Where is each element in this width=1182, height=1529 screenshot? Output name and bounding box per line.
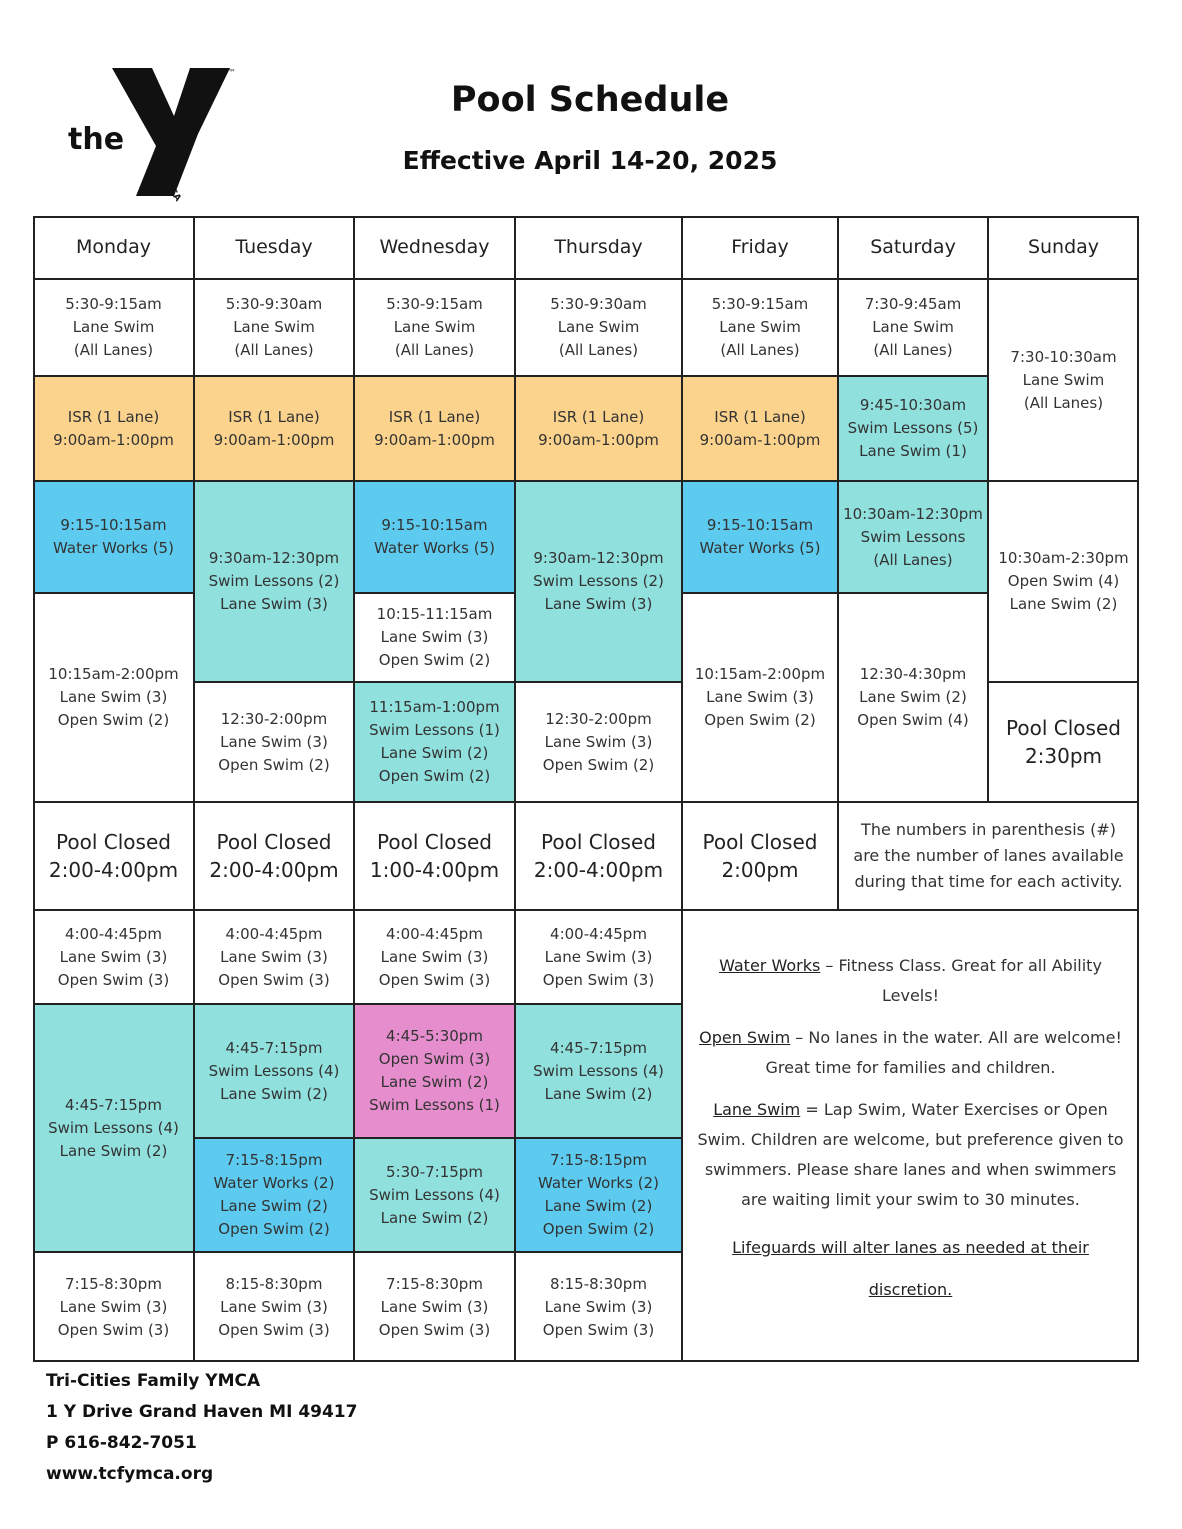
legend-lane-swim — [697, 1095, 1124, 1215]
schedule-cell: 10:30am-2:30pm Open Swim (4) Lane Swim (2) — [988, 481, 1139, 682]
schedule-cell: 9:15-10:15am Water Works (5) — [33, 481, 194, 593]
schedule-cell: 4:45-7:15pm Swim Lessons (4) Lane Swim (2) — [515, 1004, 682, 1138]
lane-swim-term: Lane Swim — [713, 1100, 801, 1119]
schedule-cell: 7:15-8:15pm Water Works (2) Lane Swim (2) Open Swim (2) — [515, 1138, 682, 1252]
schedule-cell: 4:45-5:30pm Open Swim (3) Lane Swim (2) Swim Lessons (1) — [354, 1004, 515, 1138]
schedule-cell: 10:30am-12:30pm Swim Lessons (All Lanes) — [838, 481, 988, 593]
schedule-cell: 5:30-9:15am Lane Swim (All Lanes) — [682, 279, 838, 376]
schedule-cell: 7:30-10:30am Lane Swim (All Lanes) — [988, 279, 1139, 481]
schedule-cell: 9:15-10:15am Water Works (5) — [354, 481, 515, 593]
schedule-cell: 8:15-8:30pm Lane Swim (3) Open Swim (3) — [194, 1252, 354, 1362]
schedule-cell: 4:00-4:45pm Lane Swim (3) Open Swim (3) — [33, 910, 194, 1004]
pool-closed-cell: Pool Closed 2:00-4:00pm — [194, 802, 354, 910]
ymca-logo — [66, 66, 241, 204]
legend-open-swim — [697, 1023, 1124, 1083]
lanes-note: The numbers in parenthesis (#) are the number of lanes available during that time for each activity. — [838, 802, 1139, 910]
schedule-cell: 4:00-4:45pm Lane Swim (3) Open Swim (3) — [354, 910, 515, 1004]
footer-name: Tri-Cities Family YMCA — [46, 1371, 261, 1391]
footer-contact — [46, 1366, 357, 1490]
schedule-cell: 4:45-7:15pm Swim Lessons (4) Lane Swim (2) — [194, 1004, 354, 1138]
schedule-cell: 5:30-9:15am Lane Swim (All Lanes) — [354, 279, 515, 376]
schedule-cell: 4:00-4:45pm Lane Swim (3) Open Swim (3) — [194, 910, 354, 1004]
schedule-cell: 4:00-4:45pm Lane Swim (3) Open Swim (3) — [515, 910, 682, 1004]
legend-lifeguards — [697, 1227, 1124, 1311]
schedule-cell: 12:30-4:30pm Lane Swim (2) Open Swim (4) — [838, 593, 988, 802]
schedule-cell: 7:15-8:30pm Lane Swim (3) Open Swim (3) — [354, 1252, 515, 1362]
schedule-cell: 12:30-2:00pm Lane Swim (3) Open Swim (2) — [515, 682, 682, 802]
logo-ymca-text: YMCA — [157, 174, 183, 204]
schedule-cell: 9:30am-12:30pm Swim Lessons (2) Lane Swim (3) — [194, 481, 354, 682]
schedule-cell: ISR (1 Lane) 9:00am-1:00pm — [682, 376, 838, 481]
schedule-cell: 7:30-9:45am Lane Swim (All Lanes) — [838, 279, 988, 376]
y-logo-icon — [112, 66, 230, 198]
schedule-cell: 7:15-8:15pm Water Works (2) Lane Swim (2) Open Swim (2) — [194, 1138, 354, 1252]
open-swim-desc: – No lanes in the water. All are welcome! Great time for families and children. — [765, 1028, 1122, 1077]
header-sunday: Sunday — [988, 216, 1139, 279]
lane-swim-desc: = Lap Swim, Water Exercises or Open Swim. Children are welcome, but preference given to swimmers. Please share lanes and when swimmers are waiting limit your swim to 30 minutes. — [697, 1100, 1124, 1209]
schedule-cell: 9:45-10:30am Swim Lessons (5) Lane Swim (1) — [838, 376, 988, 481]
pool-closed-cell: Pool Closed 2:00pm — [682, 802, 838, 910]
footer-website[interactable]: www.tcfymca.org — [46, 1464, 214, 1484]
water-works-desc: – Fitness Class. Great for all Ability Levels! — [820, 956, 1102, 1005]
schedule-cell: 5:30-9:30am Lane Swim (All Lanes) — [194, 279, 354, 376]
header-saturday: Saturday — [838, 216, 988, 279]
pool-closed-cell: Pool Closed 2:30pm — [988, 682, 1139, 802]
footer-address: 1 Y Drive Grand Haven MI 49417 — [46, 1402, 358, 1422]
schedule-cell: 10:15-11:15am Lane Swim (3) Open Swim (2) — [354, 593, 515, 682]
lifeguards-note: Lifeguards will alter lanes as needed at their discretion. — [732, 1238, 1089, 1299]
schedule-cell: 9:15-10:15am Water Works (5) — [682, 481, 838, 593]
header-wednesday: Wednesday — [354, 216, 515, 279]
schedule-cell: ISR (1 Lane) 9:00am-1:00pm — [354, 376, 515, 481]
schedule-cell: 11:15am-1:00pm Swim Lessons (1) Lane Swim (2) Open Swim (2) — [354, 682, 515, 802]
schedule-cell: 10:15am-2:00pm Lane Swim (3) Open Swim (2) — [682, 593, 838, 802]
pool-closed-cell: Pool Closed 2:00-4:00pm — [515, 802, 682, 910]
legend-panel — [682, 910, 1139, 1362]
schedule-cell: ISR (1 Lane) 9:00am-1:00pm — [194, 376, 354, 481]
schedule-cell: 8:15-8:30pm Lane Swim (3) Open Swim (3) — [515, 1252, 682, 1362]
open-swim-term: Open Swim — [699, 1028, 791, 1047]
page-subtitle: Effective April 14-20, 2025 — [402, 146, 778, 175]
header-tuesday: Tuesday — [194, 216, 354, 279]
legend-water-works — [697, 951, 1124, 1011]
water-works-term: Water Works — [719, 956, 821, 975]
logo-trademark: ™ — [228, 68, 236, 77]
schedule-cell: 10:15am-2:00pm Lane Swim (3) Open Swim (2) — [33, 593, 194, 802]
header-monday: Monday — [33, 216, 194, 279]
schedule-cell: 4:45-7:15pm Swim Lessons (4) Lane Swim (2) — [33, 1004, 194, 1252]
schedule-cell: 5:30-9:15am Lane Swim (All Lanes) — [33, 279, 194, 376]
schedule-cell: ISR (1 Lane) 9:00am-1:00pm — [515, 376, 682, 481]
schedule-cell: 5:30-7:15pm Swim Lessons (4) Lane Swim (2) — [354, 1138, 515, 1252]
schedule-cell: 5:30-9:30am Lane Swim (All Lanes) — [515, 279, 682, 376]
schedule-cell: 9:30am-12:30pm Swim Lessons (2) Lane Swim (3) — [515, 481, 682, 682]
schedule-cell: 12:30-2:00pm Lane Swim (3) Open Swim (2) — [194, 682, 354, 802]
schedule-cell: ISR (1 Lane) 9:00am-1:00pm — [33, 376, 194, 481]
pool-closed-cell: Pool Closed 1:00-4:00pm — [354, 802, 515, 910]
header-friday: Friday — [682, 216, 838, 279]
logo-the-text: the — [68, 122, 125, 157]
page-title: Pool Schedule — [450, 80, 730, 120]
header-thursday: Thursday — [515, 216, 682, 279]
footer-phone: P 616-842-7051 — [46, 1433, 197, 1453]
schedule-cell: 7:15-8:30pm Lane Swim (3) Open Swim (3) — [33, 1252, 194, 1362]
pool-closed-cell: Pool Closed 2:00-4:00pm — [33, 802, 194, 910]
